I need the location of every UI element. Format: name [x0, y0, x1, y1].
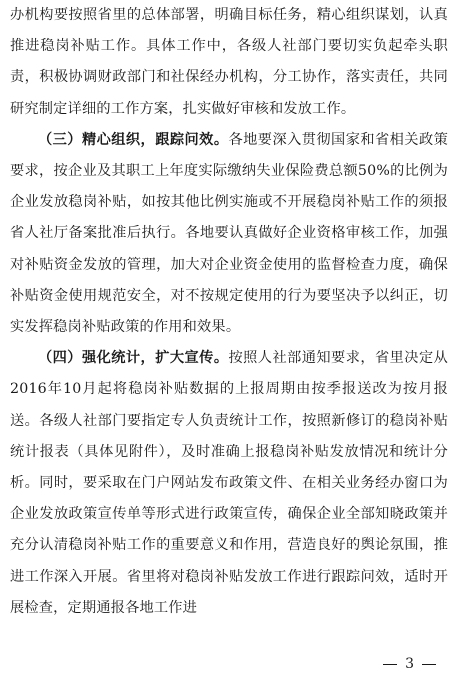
document-body	[10, 0, 448, 624]
paragraph-section-4	[10, 343, 448, 624]
page-number: 3	[405, 656, 414, 672]
paragraph-body: 按照人社部通知要求，省里决定从2016年10月起将稳岗补贴数据的上报周期由按季报送改为按月报送。各级人社部门要指定专人负责统计工作，按照新修订的稳岗补贴统计报表（具体见附件），及时准确上报稳岗补贴发放情况和统计分析。同时，要采取在门户网站发布政策文件、在相关业务经办窗口为企业发放政策宣传单等形式进行政策宣传，确保企业全部知晓政策并充分认清稳岗补贴工作的重要意义和作用，营造良好的舆论氛围，推进工作深入开展。省里将对稳岗补贴发放工作进行跟踪问效，适时开展检查，定期通报各地工作进	[10, 350, 448, 616]
paragraph-body: 办机构要按照省里的总体部署，明确目标任务，精心组织谋划，认真推进稳岗补贴工作。具体工作中，各级人社部门要切实负起牵头职责，积极协调财政部门和社保经办机构，分工协作，落实责任，共同研究制定详细的工作方案，扎实做好审核和发放工作。	[10, 7, 448, 117]
page-footer	[383, 656, 436, 672]
section-heading: （四）强化统计，扩大宣传。	[38, 350, 229, 367]
paragraph-body: 各地要深入贯彻国家和省相关政策要求，按企业及其职工上年度实际缴纳失业保险费总额50%的比例为企业发放稳岗补贴，如按其他比例实施或不开展稳岗补贴工作的须报省人社厅备案批准后执行。各地要认真做好企业资格审核工作，加强对补贴资金发放的管理，加大对企业资金使用的监督检查力度，确保补贴资金使用规范安全，对不按规定使用的行为要坚决予以纠正，切实发挥稳岗补贴政策的作用和效果。	[10, 131, 448, 336]
paragraph-section-3	[10, 125, 448, 343]
footer-dash-left	[383, 664, 397, 665]
footer-dash-right	[422, 664, 436, 665]
paragraph-continuation	[10, 0, 448, 125]
section-heading: （三）精心组织，跟踪问效。	[38, 131, 229, 148]
